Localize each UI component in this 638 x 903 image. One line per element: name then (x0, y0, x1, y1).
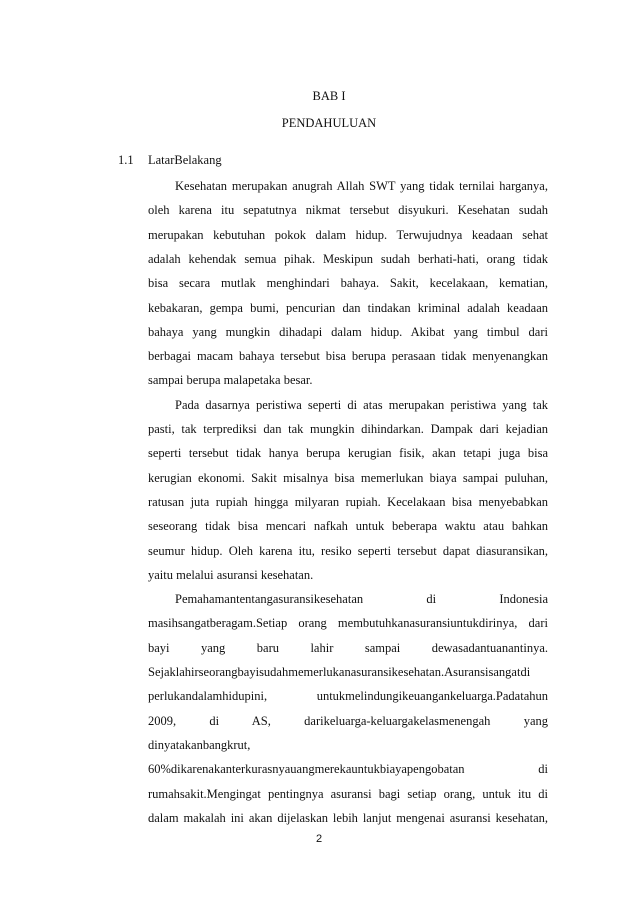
text-line: Pada dasarnya peristiwa seperti di atas merupakan peristiwa yang tak (175, 398, 548, 412)
text-line: 2009, di AS, darikeluarga-keluargakelasmenengah yang (148, 714, 548, 728)
text-line: dinyatakanbangkrut, (148, 738, 251, 752)
text-line: pasti, tak terprediksi dan tak mungkin dihindarkan. Dampak dari kejadian (148, 422, 548, 436)
text-line: seperti tersebut tidak hanya berupa kerugian fisik, akan tetapi juga bisa (148, 446, 548, 460)
text-line: bayi yang baru lahir sampai dewasadantuanantinya. (148, 641, 548, 655)
text-line: seumur hidup. Oleh karena itu, resiko seperti tersebut dapat diasuransikan, (148, 544, 548, 558)
text-line: dalam makalah ini akan dijelaskan lebih lanjut mengenai asuransi kesehatan, (148, 811, 548, 825)
text-line: seseorang tidak bisa mencari nafkah untuk beberapa waktu atau bahkan (148, 519, 548, 533)
text-line: rumahsakit.Mengingat pentingnya asuransi bagi setiap orang, untuk itu di (148, 787, 548, 801)
text-line: oleh karena itu sepatutnya nikmat tersebut disyukuri. Kesehatan sudah (148, 203, 548, 217)
text-line: perlukandalamhidupini, untukmelindungikeuangankeluarga.Padatahun (148, 689, 548, 703)
text-line: kebakaran, gempa bumi, pencurian dan tindakan kriminal adalah keadaan (148, 301, 548, 315)
text-line: adalah kehendak semua pihak. Meskipun sudah berhati-hati, orang tidak (148, 252, 548, 266)
text-line: Kesehatan merupakan anugrah Allah SWT yang tidak ternilai harganya, (175, 179, 548, 193)
text-line: berbagai macam bahaya tersebut bisa berupa perasaan tidak menyenangkan (148, 349, 548, 363)
chapter-number: BAB I (312, 89, 346, 103)
text-line: merupakan kebutuhan pokok dalam hidup. Terwujudnya keadaan sehat (148, 228, 548, 242)
text-line: bahaya yang mungkin dihadapi dalam hidup. Akibat yang timbul dari (148, 325, 548, 339)
page-number: 2 (315, 833, 323, 845)
text-line: 60%dikarenakanterkurasnyauangmerekauntukbiayapengobatan di (148, 762, 548, 776)
section-title: LatarBelakang (148, 153, 222, 167)
chapter-title: PENDAHULUAN (281, 116, 377, 130)
text-line: bisa secara mutlak menghindari bahaya. Sakit, kecelakaan, kematian, (148, 276, 548, 290)
text-line: sampai berupa malapetaka besar. (148, 373, 313, 387)
text-line: kerugian ekonomi. Sakit misalnya bisa memerlukan biaya sampai puluhan, (148, 471, 548, 485)
text-line: ratusan juta rupiah hingga milyaran rupiah. Kecelakaan bisa menyebabkan (148, 495, 548, 509)
text-line: yaitu melalui asuransi kesehatan. (148, 568, 314, 582)
section-number: 1.1 (118, 153, 134, 167)
text-line: Sejaklahirseorangbayisudahmemerlukanasuransikesehatan.Asuransisangatdi (148, 665, 531, 679)
text-line: masihsangatberagam.Setiap orang membutuhkanasuransiuntukdirinya, dari (148, 616, 548, 630)
text-line: Pemahamantentangasuransikesehatan di Indonesia (175, 592, 548, 606)
